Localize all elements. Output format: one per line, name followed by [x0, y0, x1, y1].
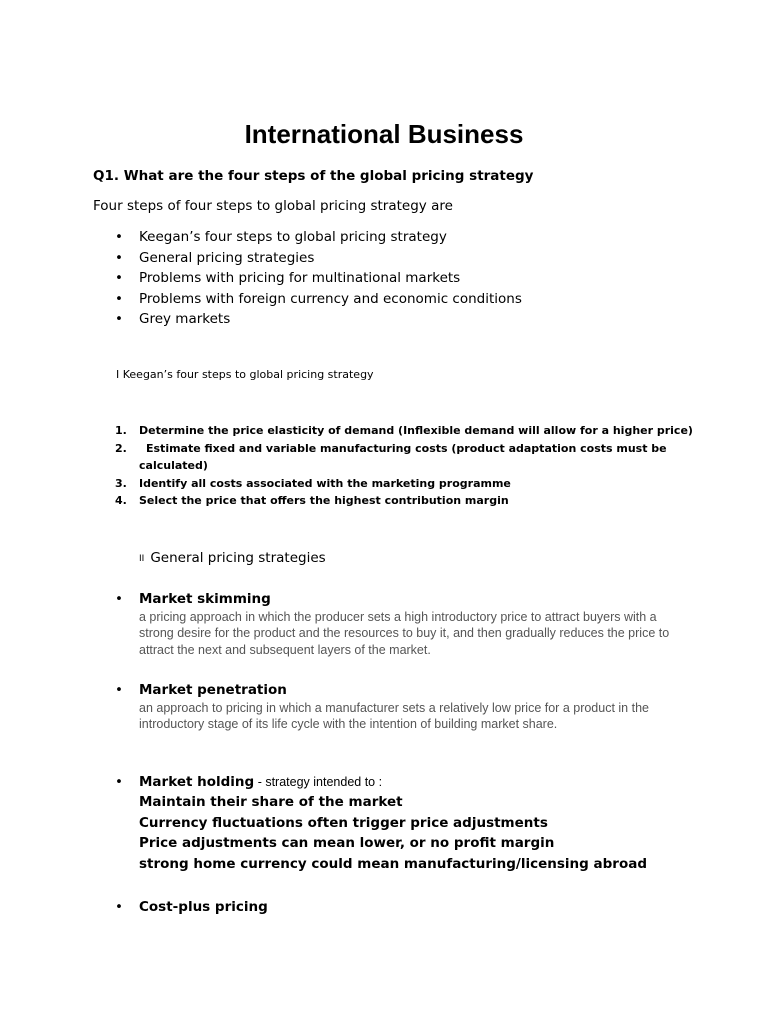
- strategy-title-suffix: - strategy intended to :: [254, 775, 383, 789]
- list-item: [115, 422, 699, 440]
- strategy-market-penetration: [115, 680, 679, 733]
- document-title: International Business: [244, 119, 524, 149]
- list-item: • General pricing strategies: [115, 248, 522, 269]
- bullet-icon: •: [115, 682, 123, 698]
- step-text: Select the price that offers the highest contribution margin: [139, 494, 509, 507]
- holding-point: strong home currency could mean manufacturing/licensing abroad: [139, 855, 648, 872]
- strategy-title: • Market penetration: [115, 682, 287, 698]
- strategy-market-skimming: [115, 589, 679, 658]
- list-item: [115, 440, 699, 475]
- step-number: 4.: [115, 494, 127, 507]
- steps-numbered-list: [115, 422, 699, 510]
- topic-bullet-list: [115, 227, 522, 330]
- strategy-description: a pricing approach in which the producer sets a high introductory price to attract buyers with a strong desire for the product and the resources to buy it, and then gradually reduces the price to attract the next and subsequent layers of the market.: [139, 610, 670, 657]
- step-text: Determine the price elasticity of demand (Inflexible demand will allow for a higher price): [139, 424, 693, 437]
- holding-point: Price adjustments can mean lower, or no profit margin: [139, 835, 555, 851]
- strategy-title: • Market skimming: [115, 591, 271, 607]
- list-item: • Problems with pricing for multinational markets: [115, 268, 522, 289]
- bullet-icon: •: [115, 249, 123, 266]
- list-item: • Grey markets: [115, 309, 522, 330]
- bullet-icon: •: [115, 290, 123, 307]
- list-item: [115, 492, 699, 510]
- list-item: [115, 475, 699, 493]
- list-item: • Keegan’s four steps to global pricing strategy: [115, 227, 522, 248]
- list-item: • Problems with foreign currency and economic conditions: [115, 289, 522, 310]
- question-heading: Q1. What are the four steps of the global pricing strategy: [93, 168, 534, 184]
- bullet-icon: •: [115, 311, 123, 328]
- holding-points: [139, 792, 647, 874]
- step-number: 1.: [115, 424, 127, 437]
- strategy-description: an approach to pricing in which a manufacturer sets a relatively low price for a product in the introductory stage of its life cycle with the intention of building market share.: [139, 701, 649, 732]
- step-text: Identify all costs associated with the marketing programme: [139, 476, 511, 490]
- bullet-icon: •: [115, 229, 123, 245]
- bullet-icon: •: [115, 899, 123, 915]
- roman-numeral: II: [139, 554, 145, 564]
- strategy-cost-plus: [115, 897, 268, 917]
- holding-point: Maintain their share of the market: [139, 794, 403, 810]
- strategy-market-holding: [115, 772, 647, 874]
- step-text: Estimate fixed and variable manufacturing costs (product adaptation costs must be calculated): [139, 441, 667, 472]
- bullet-icon: •: [115, 270, 123, 287]
- intro-text: Four steps of four steps to global pricing strategy are: [93, 198, 453, 214]
- section-heading-general: II General pricing strategies: [139, 550, 326, 566]
- bullet-icon: •: [115, 774, 123, 790]
- bullet-icon: •: [115, 591, 123, 607]
- holding-point: Currency fluctuations often trigger price adjustments: [139, 814, 548, 831]
- step-number: 3.: [115, 476, 127, 490]
- section-heading-keegan: I Keegan’s four steps to global pricing strategy: [116, 368, 374, 381]
- strategy-title: • Cost-plus pricing: [115, 899, 268, 915]
- step-number: 2.: [115, 441, 127, 455]
- strategy-title: • Market holding - strategy intended to :: [115, 774, 383, 790]
